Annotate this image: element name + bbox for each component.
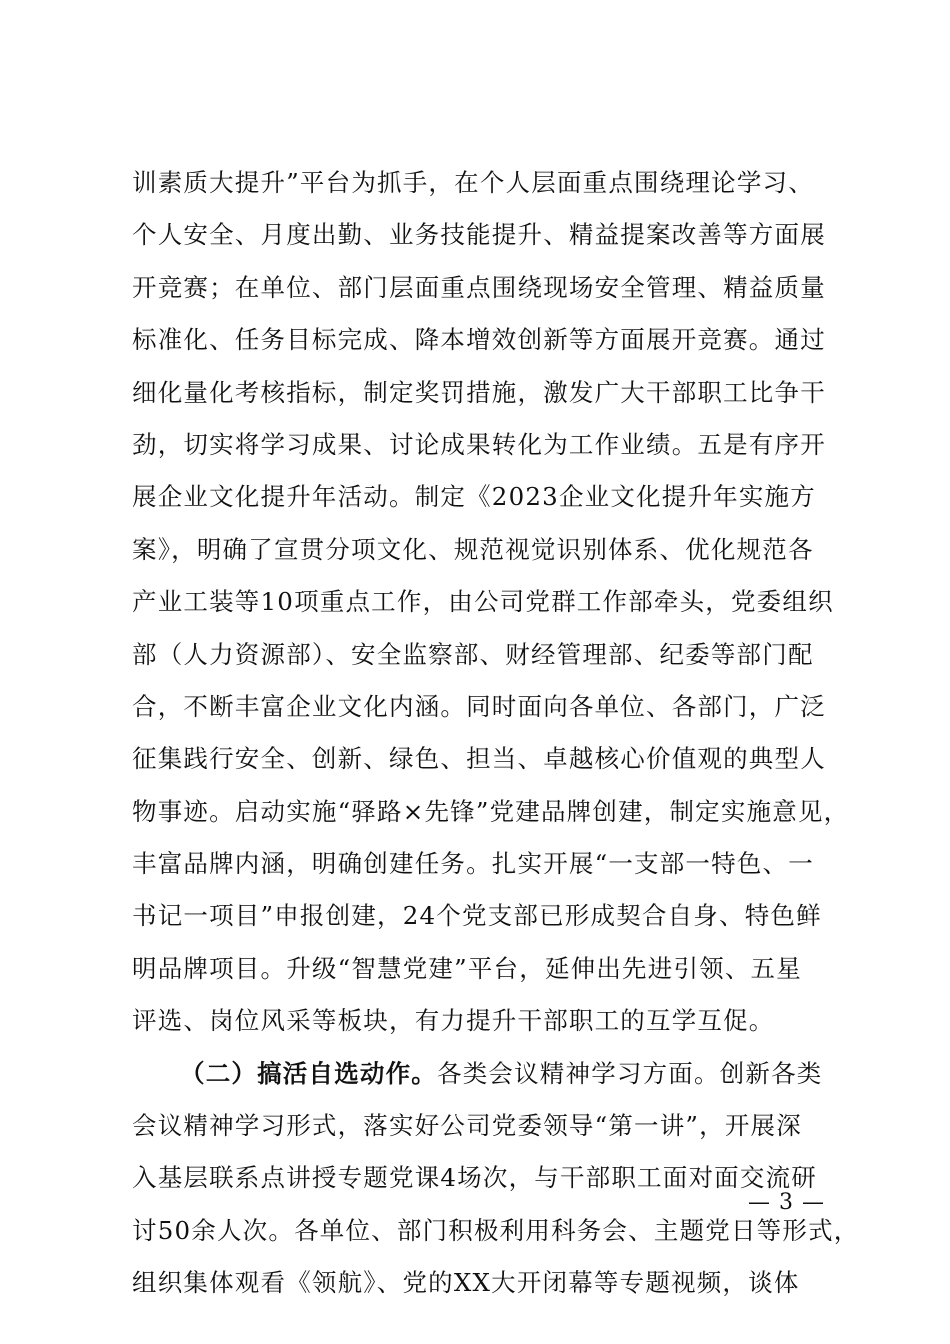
paragraph-2 [132,1048,860,1310]
text-line: 评选、岗位风采等板块，有力提升干部职工的互学互促。 [132,1006,775,1036]
text-line: 细化量化考核指标，制定奖罚措施，激发广大干部职工比争干 [132,377,826,407]
text-line: 标准化、任务目标完成、降本增效创新等方面展开竞赛。通过 [132,325,826,355]
text-line: 开竞赛；在单位、部门层面重点围绕现场安全管理、精益质量 [132,272,826,302]
text-line: 入基层联系点讲授专题党课4场次，与干部职工面对面交流研 [132,1163,817,1193]
text-line: 征集践行安全、创新、绿色、担当、卓越核心价值观的典型人 [132,744,826,774]
text-line: 组织集体观看《领航》、党的XX大开闭幕等专题视频，谈体 [132,1268,800,1298]
text-line: 丰富品牌内涵，明确创建任务。扎实开展“一支部一特色、一 [132,849,814,879]
text-line: 物事迹。启动实施“驿路×先锋”党建品牌创建，制定实施意见， [132,796,850,826]
text-line: 会议精神学习形式，落实好公司党委领导“第一讲”，开展深 [132,1111,802,1141]
text-line: 个人安全、月度出勤、业务技能提升、精益提案改善等方面展 [132,220,826,250]
text-line: 书记一项目”申报创建，24个党支部已形成契合自身、特色鲜 [132,901,822,931]
text-line: 训素质大提升”平台为抓手，在个人层面重点围绕理论学习、 [132,168,814,197]
text-line: 劲，切实将学习成果、讨论成果转化为工作业绩。五是有序开 [132,429,826,459]
paragraph-1 [132,157,852,1048]
text-line: 明品牌项目。升级“智慧党建”平台，延伸出先进引领、五星 [132,953,802,983]
text-line-first [132,1048,852,1100]
text-line: 讨50余人次。各单位、部门积极利用科务会、主题党日等形式， [132,1215,860,1245]
text-line: 合，不断丰富企业文化内涵。同时面向各单位、各部门，广泛 [132,691,826,721]
text-line: 产业工装等10项重点工作，由公司党群工作部牵头，党委组织 [132,587,834,617]
page-number: — 3 — [748,1190,825,1215]
body-text [132,157,860,1310]
text-line: 展企业文化提升年活动。制定《2023企业文化提升年实施方 [132,482,816,512]
section-heading: （二）搞活自选动作。 [180,1058,437,1088]
text-line: 部（人力资源部）、安全监察部、财经管理部、纪委等部门配 [132,639,814,669]
heading-continuation: 各类会议精神学习方面。创新各类 [437,1058,823,1088]
text-line: 案》，明确了宣贯分项文化、规范视觉识别体系、优化规范各 [132,534,814,564]
